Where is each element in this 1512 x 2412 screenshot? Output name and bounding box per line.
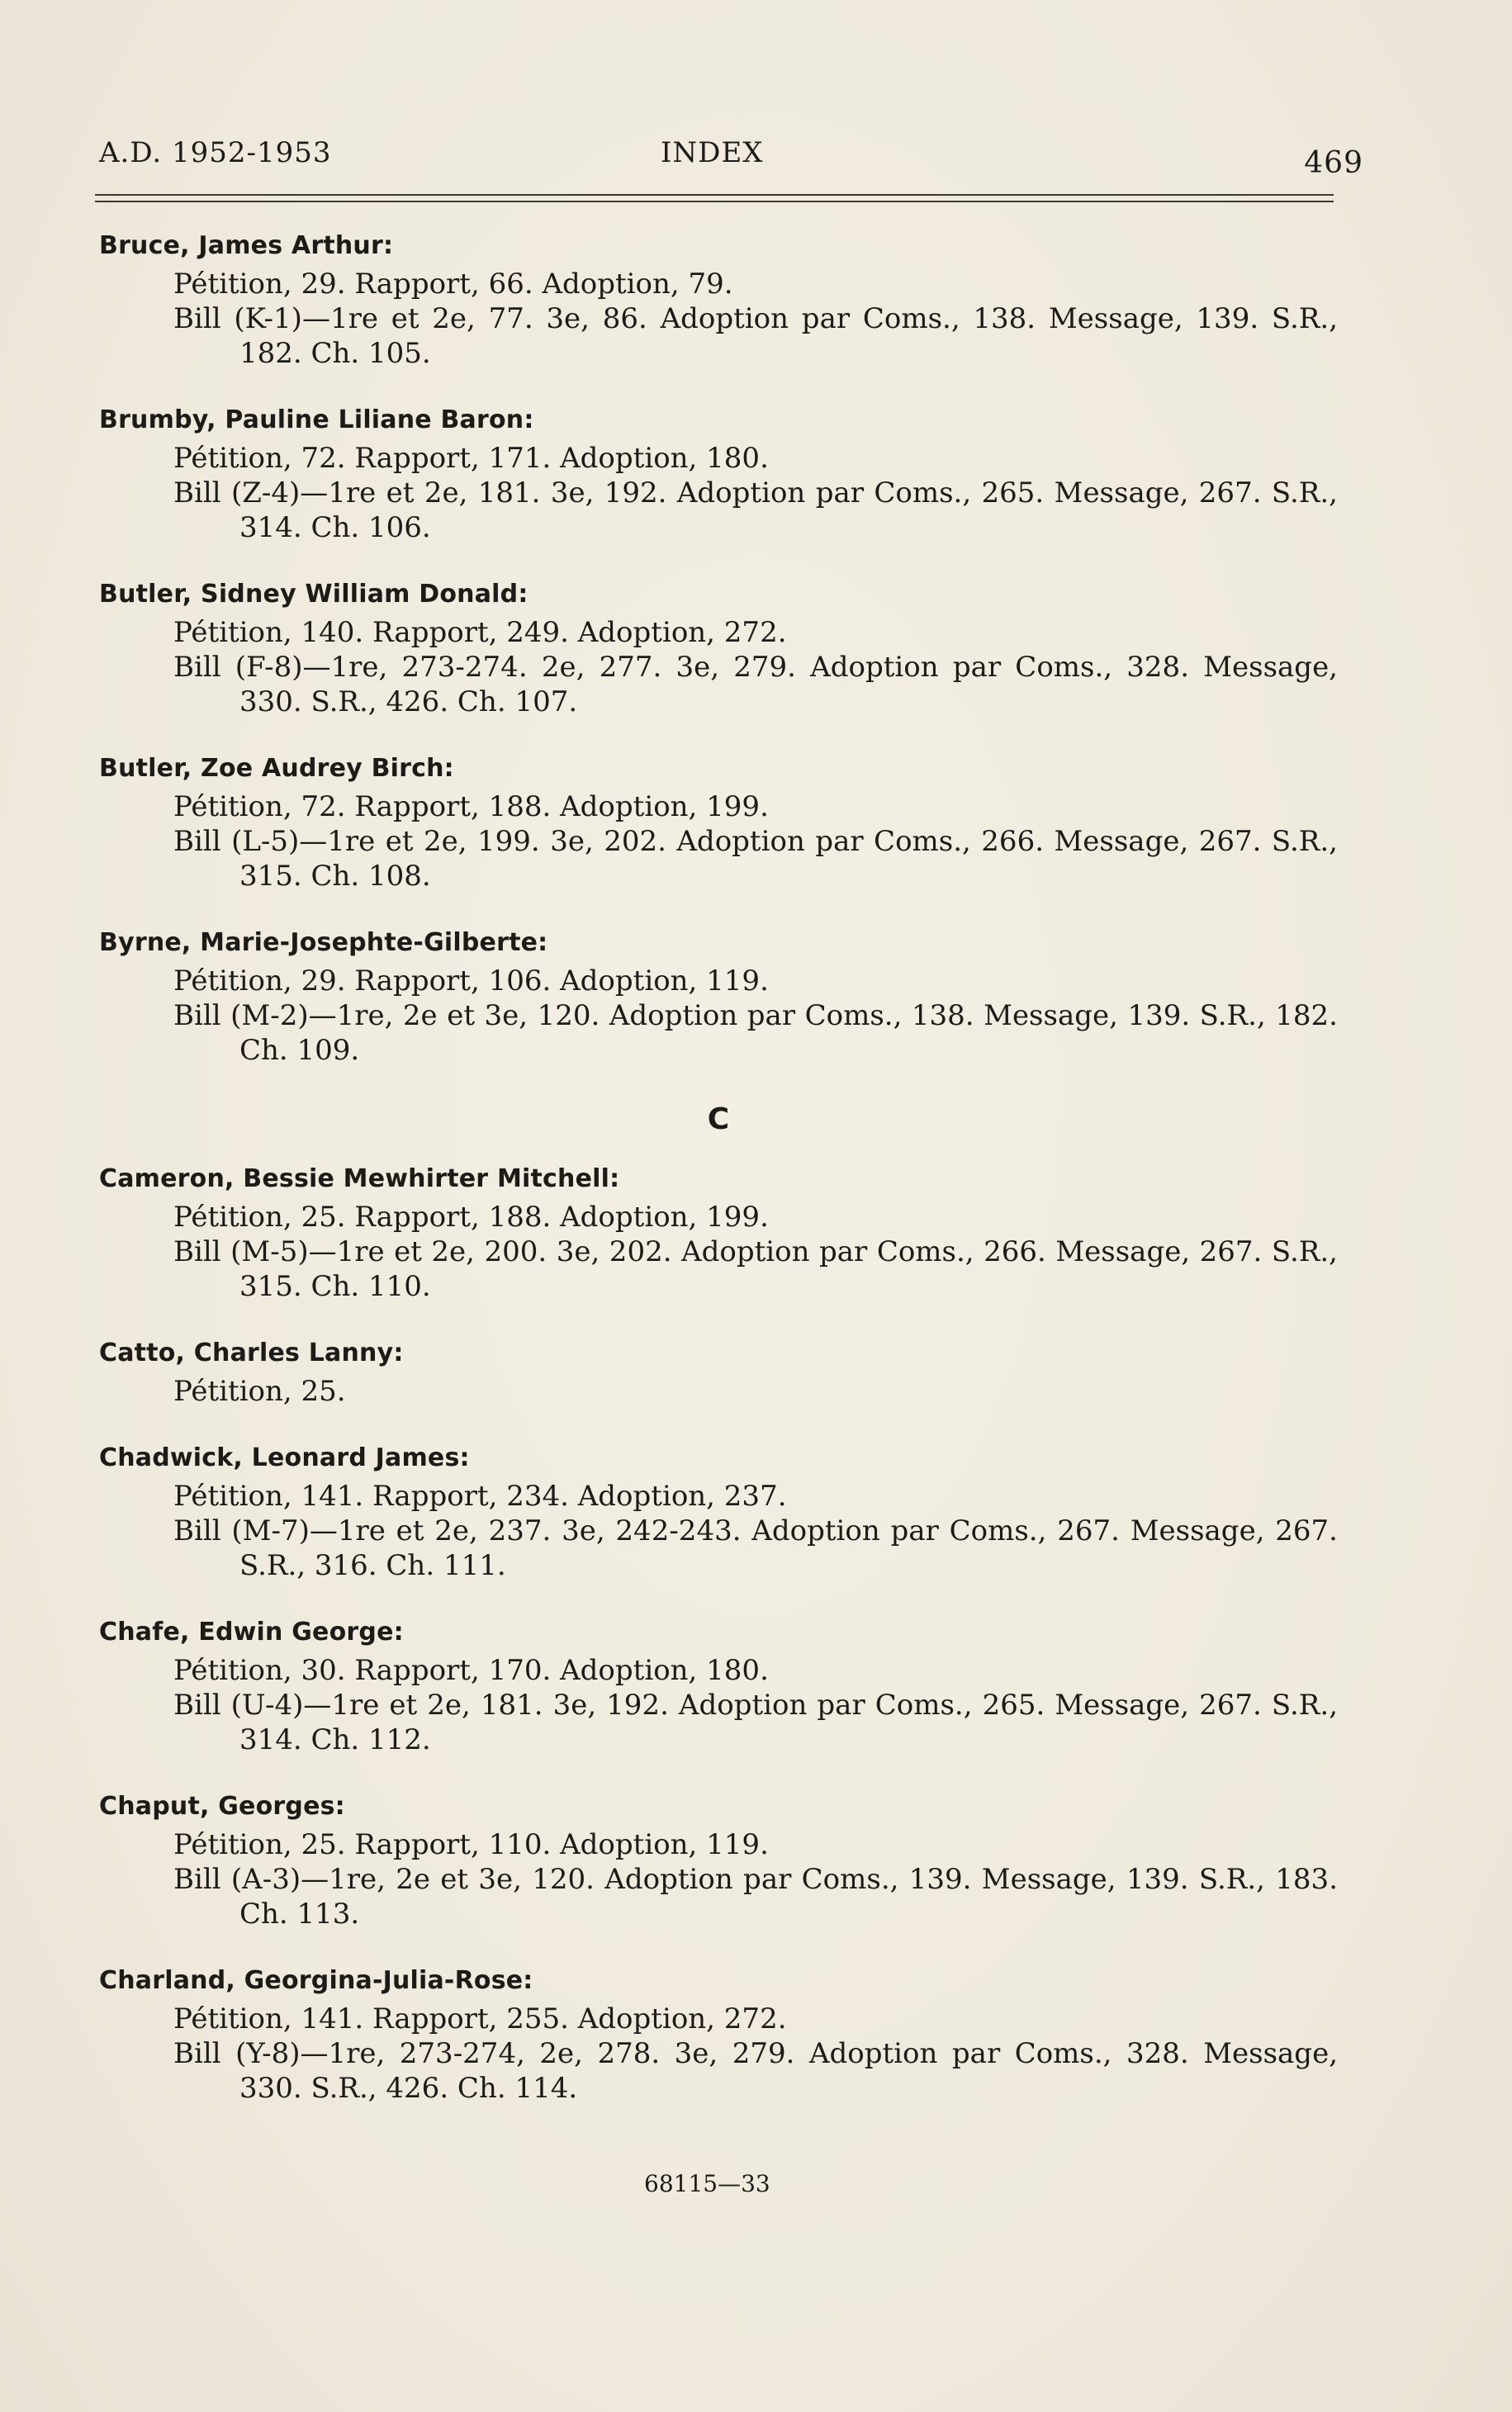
entry-bill: Bill (Z-4)—1re et 2e, 181. 3e, 192. Adoption par Coms., 265. Message, 267. S.R., 314. Ch. 106. bbox=[173, 476, 1338, 544]
entry-bill: Bill (M-7)—1re et 2e, 237. 3e, 242-243. Adoption par Coms., 267. Message, 267. S.R., 316. Ch. 111. bbox=[173, 1514, 1338, 1582]
entry-petition: Pétition, 25. bbox=[173, 1375, 346, 1408]
entry-bill: Bill (A-3)—1re, 2e et 3e, 120. Adoption par Coms., 139. Message, 139. S.R., 183. Ch. 113. bbox=[173, 1863, 1338, 1931]
header-rule-bottom bbox=[95, 201, 1334, 202]
index-entry bbox=[99, 1443, 1338, 1583]
entry-petition: Pétition, 25. Rapport, 188. Adoption, 199. bbox=[173, 1201, 769, 1234]
entry-petition: Pétition, 141. Rapport, 234. Adoption, 237. bbox=[173, 1480, 787, 1513]
page-header bbox=[99, 136, 1363, 180]
entry-bill: Bill (U-4)—1re et 2e, 181. 3e, 192. Adoption par Coms., 265. Message, 267. S.R., 314. Ch. 112. bbox=[173, 1689, 1338, 1756]
index-section-c bbox=[99, 1164, 1338, 2106]
entry-petition: Pétition, 25. Rapport, 110. Adoption, 119. bbox=[173, 1828, 769, 1861]
entry-bill: Bill (M-2)—1re, 2e et 3e, 120. Adoption par Coms., 138. Message, 139. S.R., 182. Ch. 109. bbox=[173, 999, 1338, 1067]
entry-name: Byrne, Marie-Josephte-Gilberte: bbox=[99, 928, 548, 957]
header-rule-top bbox=[95, 194, 1334, 196]
entry-petition: Pétition, 29. Rapport, 66. Adoption, 79. bbox=[173, 268, 733, 301]
header-year: A.D. 1952-1953 bbox=[99, 136, 332, 169]
index-entry bbox=[99, 580, 1338, 719]
section-letter: C bbox=[707, 1102, 730, 1136]
entry-name: Chafe, Edwin George: bbox=[99, 1618, 404, 1647]
entry-petition: Pétition, 141. Rapport, 255. Adoption, 272. bbox=[173, 2002, 787, 2035]
entry-name: Butler, Sidney William Donald: bbox=[99, 580, 528, 609]
index-entry bbox=[99, 1339, 1338, 1409]
index-entry bbox=[99, 1792, 1338, 1931]
index-entry bbox=[99, 928, 1338, 1068]
entry-bill: Bill (M-5)—1re et 2e, 200. 3e, 202. Adoption par Coms., 266. Message, 267. S.R., 315. Ch. 110. bbox=[173, 1235, 1338, 1303]
entry-bill: Bill (F-8)—1re, 273-274. 2e, 277. 3e, 279. Adoption par Coms., 328. Message, 330. S.R., 426. Ch. 107. bbox=[173, 651, 1338, 718]
entry-petition: Pétition, 72. Rapport, 171. Adoption, 180. bbox=[173, 442, 769, 475]
entry-name: Bruce, James Arthur: bbox=[99, 231, 394, 260]
entry-bill: Bill (K-1)—1re et 2e, 77. 3e, 86. Adoption par Coms., 138. Message, 139. S.R., 182. Ch. 105. bbox=[173, 302, 1338, 370]
page-footer: 68115—33 bbox=[644, 2170, 770, 2197]
entry-petition: Pétition, 140. Rapport, 249. Adoption, 272. bbox=[173, 616, 787, 649]
entry-petition: Pétition, 30. Rapport, 170. Adoption, 180. bbox=[173, 1654, 769, 1687]
entry-name: Chaput, Georges: bbox=[99, 1792, 345, 1821]
entry-petition: Pétition, 72. Rapport, 188. Adoption, 199. bbox=[173, 790, 769, 823]
page-number: 469 bbox=[1304, 146, 1363, 180]
index-entry bbox=[99, 231, 1338, 371]
header-title: INDEX bbox=[661, 136, 764, 169]
entry-name: Butler, Zoe Audrey Birch: bbox=[99, 754, 454, 783]
index-entry bbox=[99, 1966, 1338, 2106]
entry-name: Charland, Georgina-Julia-Rose: bbox=[99, 1966, 533, 1995]
entry-name: Catto, Charles Lanny: bbox=[99, 1339, 404, 1367]
entry-bill: Bill (L-5)—1re et 2e, 199. 3e, 202. Adoption par Coms., 266. Message, 267. S.R., 315. Ch. 108. bbox=[173, 825, 1338, 893]
index-entry bbox=[99, 1164, 1338, 1304]
entry-name: Chadwick, Leonard James: bbox=[99, 1443, 470, 1472]
index-section-b bbox=[99, 231, 1338, 1068]
index-content bbox=[99, 231, 1338, 2140]
index-entry bbox=[99, 405, 1338, 545]
index-entry bbox=[99, 1618, 1338, 1757]
entry-bill: Bill (Y-8)—1re, 273-274, 2e, 278. 3e, 279. Adoption par Coms., 328. Message, 330. S.R., 426. Ch. 114. bbox=[173, 2037, 1338, 2105]
entry-petition: Pétition, 29. Rapport, 106. Adoption, 119. bbox=[173, 964, 769, 997]
index-entry bbox=[99, 754, 1338, 893]
entry-name: Cameron, Bessie Mewhirter Mitchell: bbox=[99, 1164, 620, 1193]
entry-name: Brumby, Pauline Liliane Baron: bbox=[99, 405, 534, 434]
